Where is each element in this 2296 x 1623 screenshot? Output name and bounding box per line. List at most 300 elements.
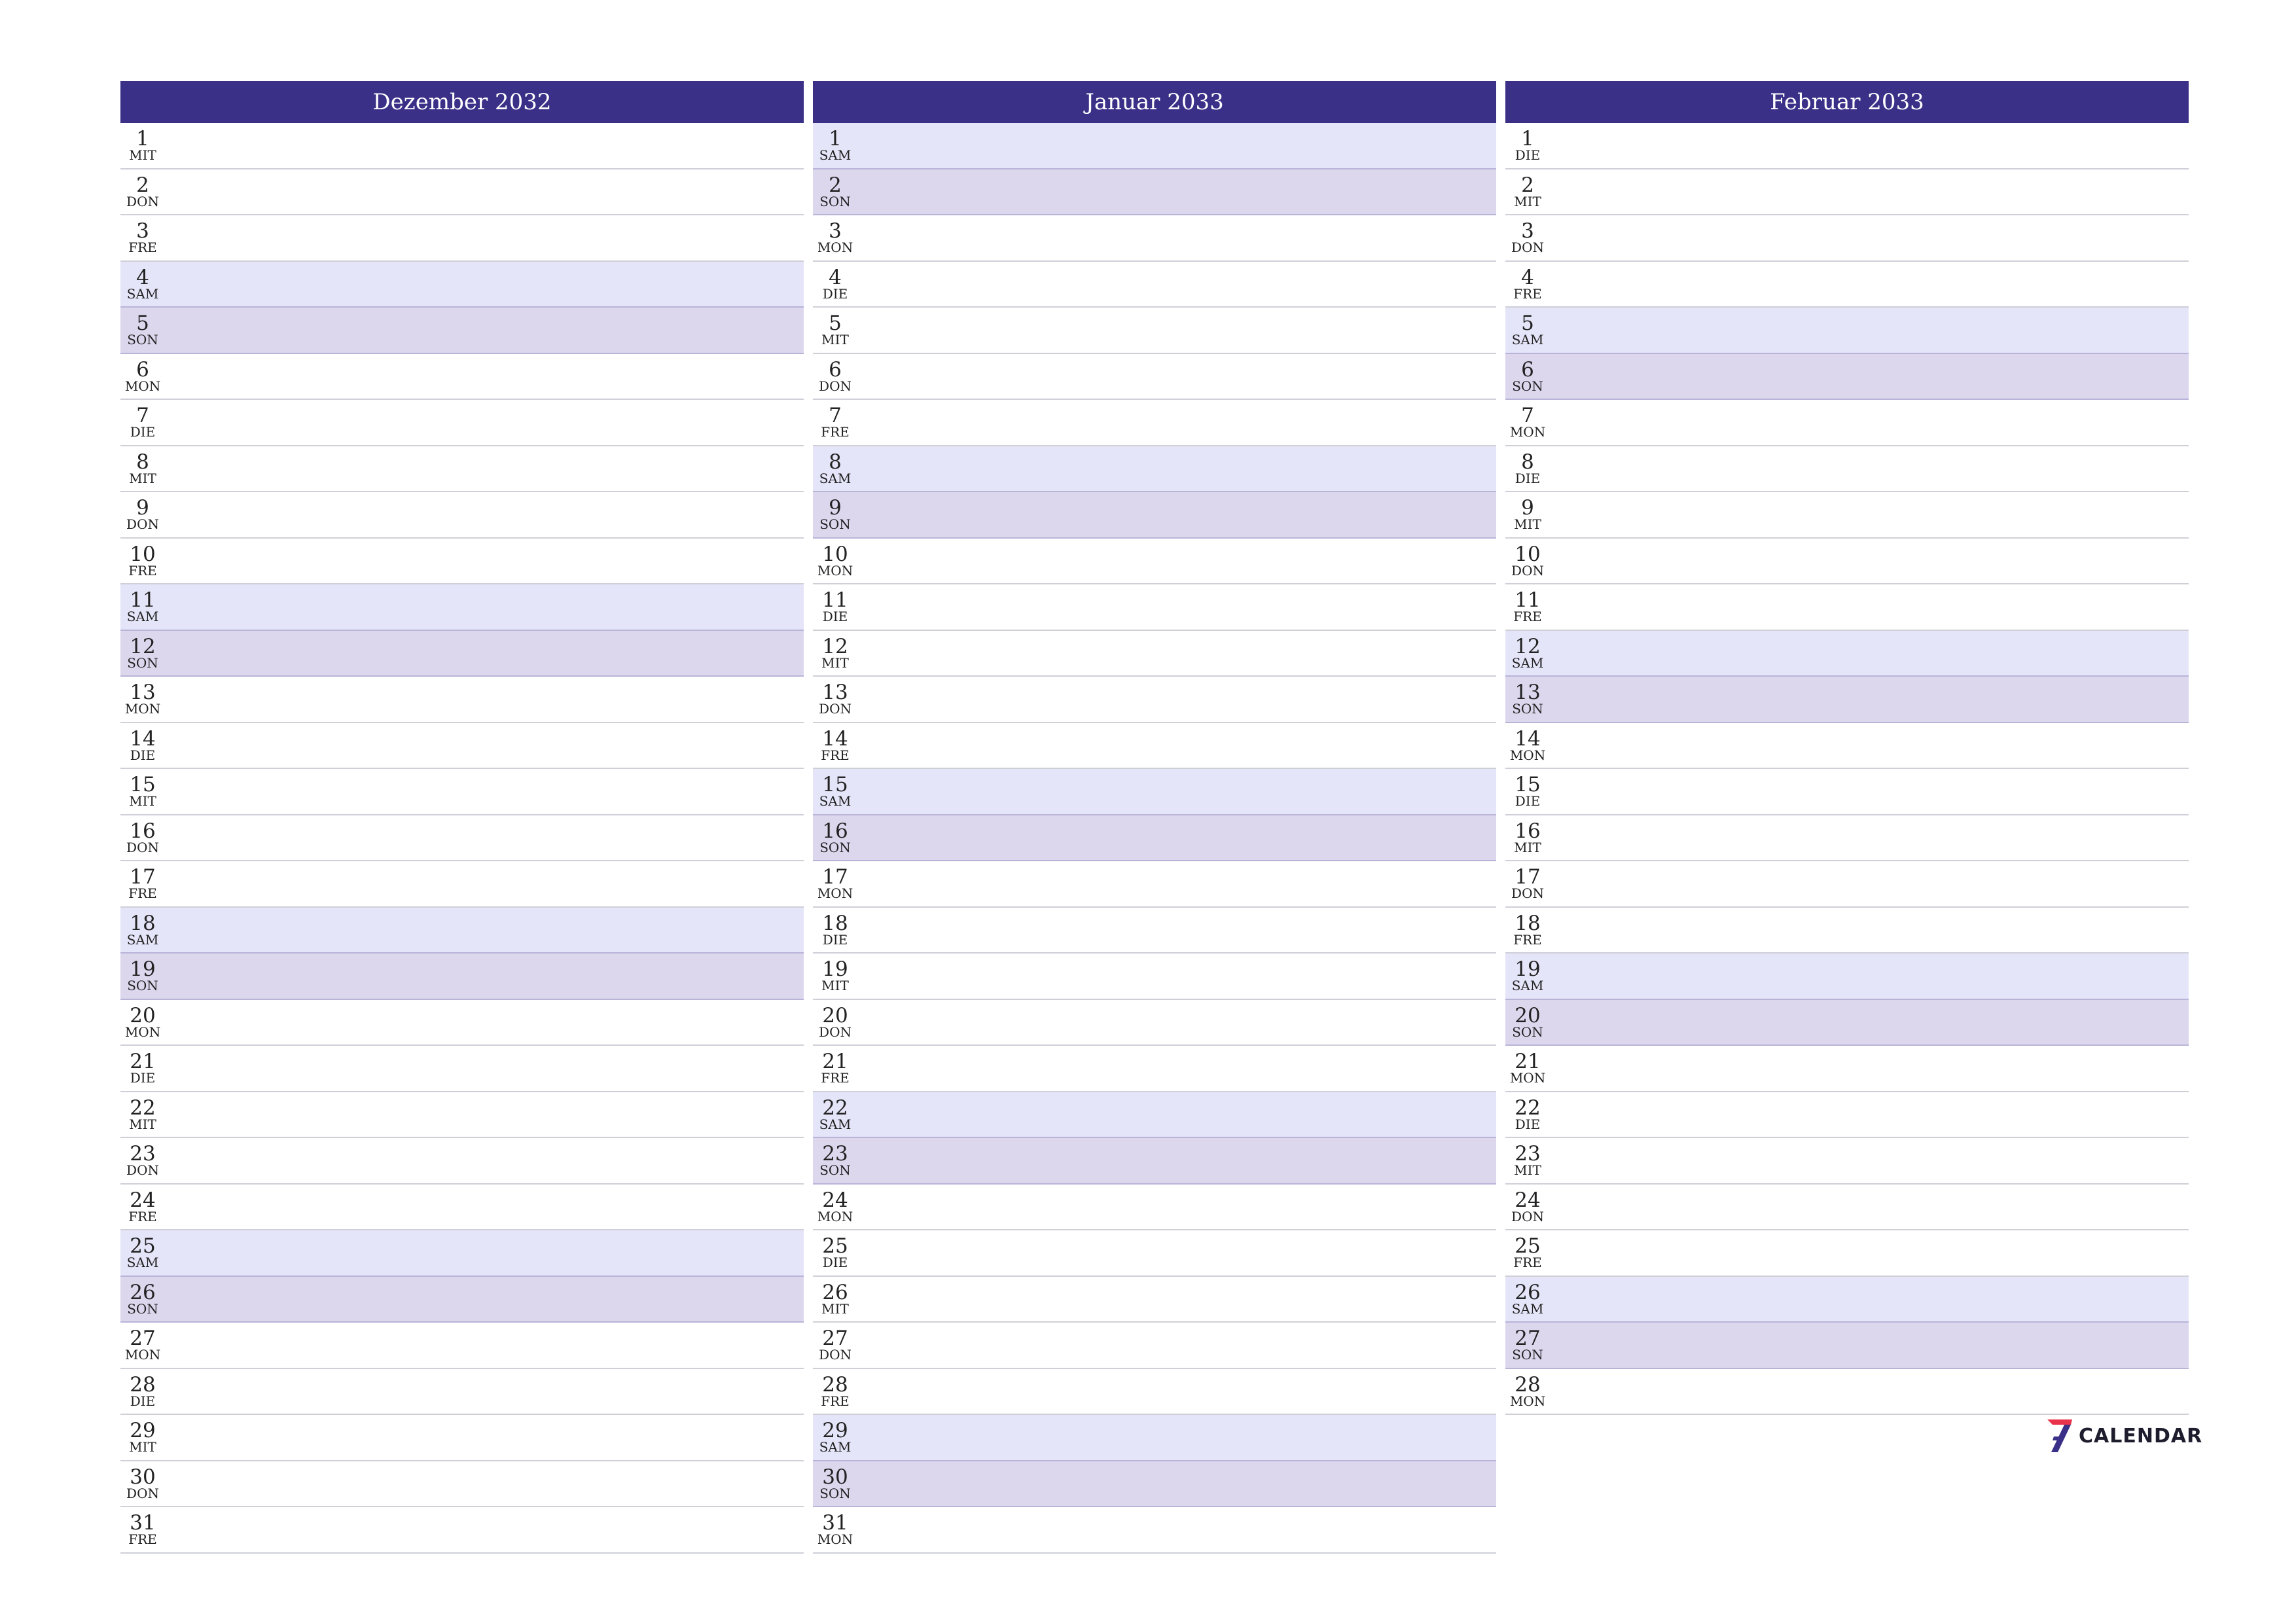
day-row	[1505, 1277, 2189, 1323]
weekday-abbr: SAM	[1511, 1300, 1544, 1317]
day-label	[123, 913, 162, 947]
day-number: 15	[1515, 773, 1541, 797]
day-row	[120, 677, 804, 723]
day-number: 21	[130, 1050, 156, 1074]
weekday-abbr: FRE	[128, 562, 157, 579]
day-row	[1505, 908, 2189, 954]
weekday-abbr: DIE	[130, 1070, 156, 1086]
day-label	[1508, 1143, 1547, 1177]
day-label	[816, 1420, 855, 1454]
day-row	[1505, 354, 2189, 401]
day-row	[1505, 539, 2189, 585]
day-label	[1508, 728, 1547, 762]
day-row	[120, 584, 804, 631]
weekday-abbr: FRE	[128, 240, 157, 256]
weekday-abbr: DON	[126, 1485, 159, 1501]
day-row	[813, 262, 1496, 308]
day-number: 9	[136, 496, 149, 520]
day-row	[1505, 1185, 2189, 1231]
day-row	[813, 815, 1496, 862]
day-number: 23	[822, 1142, 848, 1166]
day-row	[120, 1046, 804, 1092]
day-number: 24	[822, 1188, 848, 1212]
day-label	[816, 1512, 855, 1546]
day-row	[1505, 1230, 2189, 1277]
day-number: 18	[822, 911, 848, 935]
day-label	[123, 1190, 162, 1224]
day-number: 30	[130, 1465, 156, 1489]
weekday-abbr: DIE	[130, 1393, 156, 1409]
day-number: 11	[822, 588, 848, 613]
weekday-abbr: FRE	[821, 424, 850, 440]
weekday-abbr: FRE	[1513, 609, 1542, 625]
weekday-abbr: SON	[1512, 1024, 1543, 1040]
weekday-abbr: SON	[819, 1485, 851, 1501]
day-label	[123, 959, 162, 993]
day-label	[816, 1143, 855, 1177]
weekday-abbr: DIE	[1515, 470, 1541, 486]
day-label	[123, 728, 162, 762]
weekday-abbr: SAM	[819, 793, 852, 810]
day-label	[123, 544, 162, 578]
day-row	[120, 1185, 804, 1231]
day-number: 2	[1521, 173, 1534, 197]
weekday-abbr: DIE	[822, 285, 848, 302]
calendar-months	[120, 81, 2189, 1554]
day-label	[123, 1143, 162, 1177]
day-number: 30	[822, 1465, 848, 1489]
day-label	[1508, 590, 1547, 624]
day-label	[816, 128, 855, 162]
weekday-abbr: DON	[1511, 240, 1544, 256]
day-row	[813, 908, 1496, 954]
weekday-abbr: FRE	[821, 1393, 850, 1409]
weekday-abbr: MON	[1509, 1393, 1546, 1409]
day-label	[816, 959, 855, 993]
day-label	[816, 1005, 855, 1039]
weekday-abbr: SON	[1512, 1347, 1543, 1363]
day-label	[816, 359, 855, 393]
day-number: 3	[136, 219, 149, 243]
weekday-abbr: SON	[127, 332, 158, 348]
day-number: 7	[1521, 404, 1534, 428]
weekday-abbr: SON	[819, 516, 851, 533]
day-list	[120, 123, 804, 1554]
day-label	[1508, 1005, 1547, 1039]
weekday-abbr: MON	[817, 562, 853, 579]
day-label	[816, 452, 855, 486]
day-row	[1505, 308, 2189, 354]
day-label	[1508, 128, 1547, 162]
day-label	[1508, 636, 1547, 670]
day-label	[816, 590, 855, 624]
day-row	[120, 1507, 804, 1554]
day-number: 19	[1515, 957, 1541, 982]
logo	[2045, 1417, 2202, 1455]
day-row	[120, 1000, 804, 1046]
day-label	[816, 1097, 855, 1132]
day-label	[1508, 497, 1547, 531]
day-number: 18	[130, 911, 156, 935]
weekday-abbr: MIT	[821, 978, 849, 994]
weekday-abbr: FRE	[128, 1531, 157, 1548]
day-label	[816, 221, 855, 255]
day-row	[120, 1461, 804, 1508]
weekday-abbr: FRE	[128, 1208, 157, 1224]
day-number: 1	[136, 127, 149, 151]
day-row	[1505, 1369, 2189, 1416]
day-number: 29	[130, 1419, 156, 1443]
weekday-abbr: DON	[126, 193, 159, 209]
day-number: 20	[822, 1003, 848, 1027]
day-label	[123, 359, 162, 393]
day-row	[813, 539, 1496, 585]
weekday-abbr: SON	[127, 1300, 158, 1317]
weekday-abbr: MIT	[129, 1439, 156, 1455]
day-row	[813, 861, 1496, 908]
day-row	[120, 169, 804, 216]
weekday-abbr: MON	[124, 701, 161, 717]
weekday-abbr: FRE	[1513, 1255, 1542, 1271]
day-row	[120, 1230, 804, 1277]
day-number: 28	[1515, 1372, 1541, 1397]
day-row	[1505, 954, 2189, 1000]
day-row	[813, 584, 1496, 631]
weekday-abbr: DON	[1511, 1208, 1544, 1224]
day-number: 16	[1515, 819, 1541, 843]
day-row	[813, 492, 1496, 539]
month-column	[120, 81, 804, 1554]
weekday-abbr: DON	[126, 1162, 159, 1179]
day-row	[813, 1092, 1496, 1139]
day-number: 16	[822, 819, 848, 843]
weekday-abbr: MON	[1509, 747, 1546, 763]
day-label	[816, 1374, 855, 1408]
day-label	[123, 1328, 162, 1362]
weekday-abbr: FRE	[821, 747, 850, 763]
day-number: 26	[822, 1280, 848, 1304]
day-row	[813, 1507, 1496, 1554]
day-label	[1508, 1051, 1547, 1085]
day-number: 14	[1515, 726, 1541, 751]
day-label	[1508, 913, 1547, 947]
day-number: 12	[1515, 634, 1541, 658]
day-label	[816, 682, 855, 716]
day-number: 5	[829, 312, 842, 336]
day-row	[1505, 861, 2189, 908]
day-number: 5	[136, 312, 149, 336]
day-row	[120, 539, 804, 585]
day-number: 2	[136, 173, 149, 197]
day-label	[816, 821, 855, 855]
day-row	[1505, 492, 2189, 539]
day-label	[1508, 267, 1547, 301]
day-number: 14	[822, 726, 848, 751]
weekday-abbr: SON	[127, 654, 158, 671]
day-row	[813, 1323, 1496, 1369]
weekday-abbr: MIT	[129, 793, 156, 810]
weekday-abbr: DON	[126, 839, 159, 855]
day-number: 20	[130, 1003, 156, 1027]
day-list	[1505, 123, 2189, 1415]
day-label	[123, 1097, 162, 1132]
day-label	[816, 1051, 855, 1085]
day-label	[816, 866, 855, 901]
day-label	[1508, 1097, 1547, 1132]
weekday-abbr: MIT	[1514, 193, 1541, 209]
day-number: 23	[1515, 1142, 1541, 1166]
day-row	[813, 1415, 1496, 1461]
day-number: 17	[822, 865, 848, 889]
seven-logo-icon	[2045, 1417, 2075, 1455]
day-number: 28	[130, 1372, 156, 1397]
day-label	[1508, 774, 1547, 808]
day-row	[1505, 677, 2189, 723]
day-row	[813, 723, 1496, 770]
weekday-abbr: MON	[124, 1024, 161, 1040]
weekday-abbr: MIT	[1514, 1162, 1541, 1179]
day-number: 21	[1515, 1050, 1541, 1074]
day-number: 17	[1515, 865, 1541, 889]
weekday-abbr: SAM	[1511, 654, 1544, 671]
weekday-abbr: MIT	[821, 1300, 849, 1317]
day-number: 10	[1515, 542, 1541, 566]
day-row	[120, 815, 804, 862]
day-label	[1508, 1190, 1547, 1224]
weekday-abbr: DIE	[822, 609, 848, 625]
day-row	[1505, 262, 2189, 308]
day-label	[1508, 682, 1547, 716]
day-label	[816, 913, 855, 947]
day-row	[813, 677, 1496, 723]
day-row	[813, 769, 1496, 815]
day-row	[120, 1138, 804, 1185]
weekday-abbr: DON	[1511, 885, 1544, 902]
weekday-abbr: SON	[819, 839, 851, 855]
weekday-abbr: MIT	[821, 654, 849, 671]
day-label	[816, 544, 855, 578]
day-row	[120, 308, 804, 354]
day-label	[123, 866, 162, 901]
day-row	[1505, 769, 2189, 815]
weekday-abbr: DON	[126, 516, 159, 533]
day-row	[1505, 584, 2189, 631]
day-number: 1	[1521, 127, 1534, 151]
day-row	[120, 723, 804, 770]
day-number: 7	[136, 404, 149, 428]
day-label	[123, 497, 162, 531]
weekday-abbr: SON	[127, 978, 158, 994]
month-column	[813, 81, 1496, 1554]
day-label	[1508, 452, 1547, 486]
weekday-abbr: SON	[1512, 701, 1543, 717]
day-row	[1505, 631, 2189, 677]
weekday-abbr: MIT	[129, 470, 156, 486]
day-label	[1508, 544, 1547, 578]
day-row	[813, 1277, 1496, 1323]
day-label	[1508, 866, 1547, 901]
weekday-abbr: DIE	[130, 747, 156, 763]
weekday-abbr: SAM	[819, 470, 852, 486]
day-row	[1505, 1138, 2189, 1185]
weekday-abbr: SON	[819, 1162, 851, 1179]
day-label	[816, 497, 855, 531]
weekday-abbr: FRE	[128, 885, 157, 902]
weekday-abbr: MIT	[1514, 516, 1541, 533]
day-number: 24	[1515, 1188, 1541, 1212]
day-row	[813, 308, 1496, 354]
weekday-abbr: SAM	[1511, 978, 1544, 994]
day-label	[1508, 1282, 1547, 1316]
day-number: 22	[130, 1096, 156, 1120]
day-number: 4	[829, 265, 842, 289]
weekday-abbr: DIE	[1515, 793, 1541, 810]
day-row	[120, 1092, 804, 1139]
day-label	[123, 1512, 162, 1546]
weekday-abbr: DIE	[822, 1255, 848, 1271]
weekday-abbr: DIE	[1515, 1116, 1541, 1132]
weekday-abbr: MON	[1509, 1070, 1546, 1086]
day-number: 8	[136, 450, 149, 474]
day-row	[813, 1230, 1496, 1277]
day-row	[813, 169, 1496, 216]
day-row	[813, 1369, 1496, 1416]
day-label	[1508, 313, 1547, 347]
day-number: 17	[130, 865, 156, 889]
weekday-abbr: SAM	[819, 1439, 852, 1455]
day-number: 6	[829, 357, 842, 382]
day-number: 25	[822, 1234, 848, 1258]
day-row	[1505, 1092, 2189, 1139]
weekday-abbr: SAM	[126, 285, 159, 302]
day-row	[120, 1415, 804, 1461]
day-number: 8	[829, 450, 842, 474]
day-label	[123, 221, 162, 255]
weekday-abbr: SAM	[819, 147, 852, 164]
day-label	[123, 405, 162, 439]
weekday-abbr: SAM	[819, 1116, 852, 1132]
day-row	[120, 123, 804, 169]
day-label	[123, 636, 162, 670]
logo-text: CALENDAR	[2079, 1424, 2203, 1448]
day-number: 3	[829, 219, 842, 243]
day-number: 25	[1515, 1234, 1541, 1258]
day-label	[1508, 1374, 1547, 1408]
weekday-abbr: DON	[1511, 562, 1544, 579]
day-number: 5	[1521, 312, 1534, 336]
day-row	[813, 215, 1496, 262]
weekday-abbr: MIT	[129, 147, 156, 164]
weekday-abbr: MON	[817, 1531, 853, 1548]
day-number: 9	[829, 496, 842, 520]
day-label	[816, 1328, 855, 1362]
day-label	[1508, 405, 1547, 439]
day-label	[123, 175, 162, 209]
weekday-abbr: MIT	[821, 332, 849, 348]
weekday-abbr: FRE	[1513, 285, 1542, 302]
day-number: 19	[130, 957, 156, 982]
day-label	[1508, 359, 1547, 393]
weekday-abbr: DON	[819, 378, 852, 394]
day-row	[1505, 1323, 2189, 1369]
day-label	[123, 128, 162, 162]
day-label	[123, 821, 162, 855]
day-number: 6	[136, 357, 149, 382]
weekday-abbr: MIT	[129, 1116, 156, 1132]
weekday-abbr: SON	[1512, 378, 1543, 394]
day-label	[123, 774, 162, 808]
day-label	[816, 313, 855, 347]
weekday-abbr: MIT	[1514, 839, 1541, 855]
day-number: 24	[130, 1188, 156, 1212]
day-row	[120, 492, 804, 539]
weekday-abbr: SAM	[126, 931, 159, 948]
day-label	[816, 267, 855, 301]
weekday-abbr: MON	[817, 240, 853, 256]
weekday-abbr: SAM	[126, 609, 159, 625]
day-row	[120, 400, 804, 446]
day-label	[816, 728, 855, 762]
day-number: 22	[822, 1096, 848, 1120]
day-number: 16	[130, 819, 156, 843]
weekday-abbr: DIE	[130, 424, 156, 440]
day-label	[123, 682, 162, 716]
day-label	[123, 1051, 162, 1085]
day-row	[813, 1185, 1496, 1231]
day-label	[1508, 959, 1547, 993]
day-label	[123, 1420, 162, 1454]
day-row	[1505, 215, 2189, 262]
day-row	[813, 1138, 1496, 1185]
day-row	[120, 446, 804, 493]
day-label	[816, 1282, 855, 1316]
weekday-abbr: MON	[1509, 424, 1546, 440]
day-label	[1508, 1236, 1547, 1270]
day-row	[120, 262, 804, 308]
month-column	[1505, 81, 2189, 1554]
day-number: 2	[829, 173, 842, 197]
day-label	[123, 590, 162, 624]
day-number: 31	[130, 1511, 156, 1535]
day-number: 27	[130, 1327, 156, 1351]
day-row	[120, 354, 804, 401]
day-label	[816, 175, 855, 209]
day-row	[1505, 169, 2189, 216]
day-number: 9	[1521, 496, 1534, 520]
day-label	[123, 313, 162, 347]
month-title: Januar 2033	[813, 81, 1496, 123]
weekday-abbr: DON	[819, 1347, 852, 1363]
day-label	[123, 267, 162, 301]
day-number: 13	[130, 681, 156, 705]
day-number: 10	[130, 542, 156, 566]
day-row	[120, 215, 804, 262]
day-row	[813, 123, 1496, 169]
day-label	[816, 636, 855, 670]
day-number: 4	[1521, 265, 1534, 289]
day-label	[1508, 821, 1547, 855]
day-label	[816, 774, 855, 808]
weekday-abbr: MON	[817, 1208, 853, 1224]
day-number: 20	[1515, 1003, 1541, 1027]
day-label	[123, 452, 162, 486]
day-number: 13	[1515, 681, 1541, 705]
day-number: 3	[1521, 219, 1534, 243]
day-number: 10	[822, 542, 848, 566]
day-label	[1508, 1328, 1547, 1362]
weekday-abbr: MON	[817, 885, 853, 902]
day-row	[120, 631, 804, 677]
